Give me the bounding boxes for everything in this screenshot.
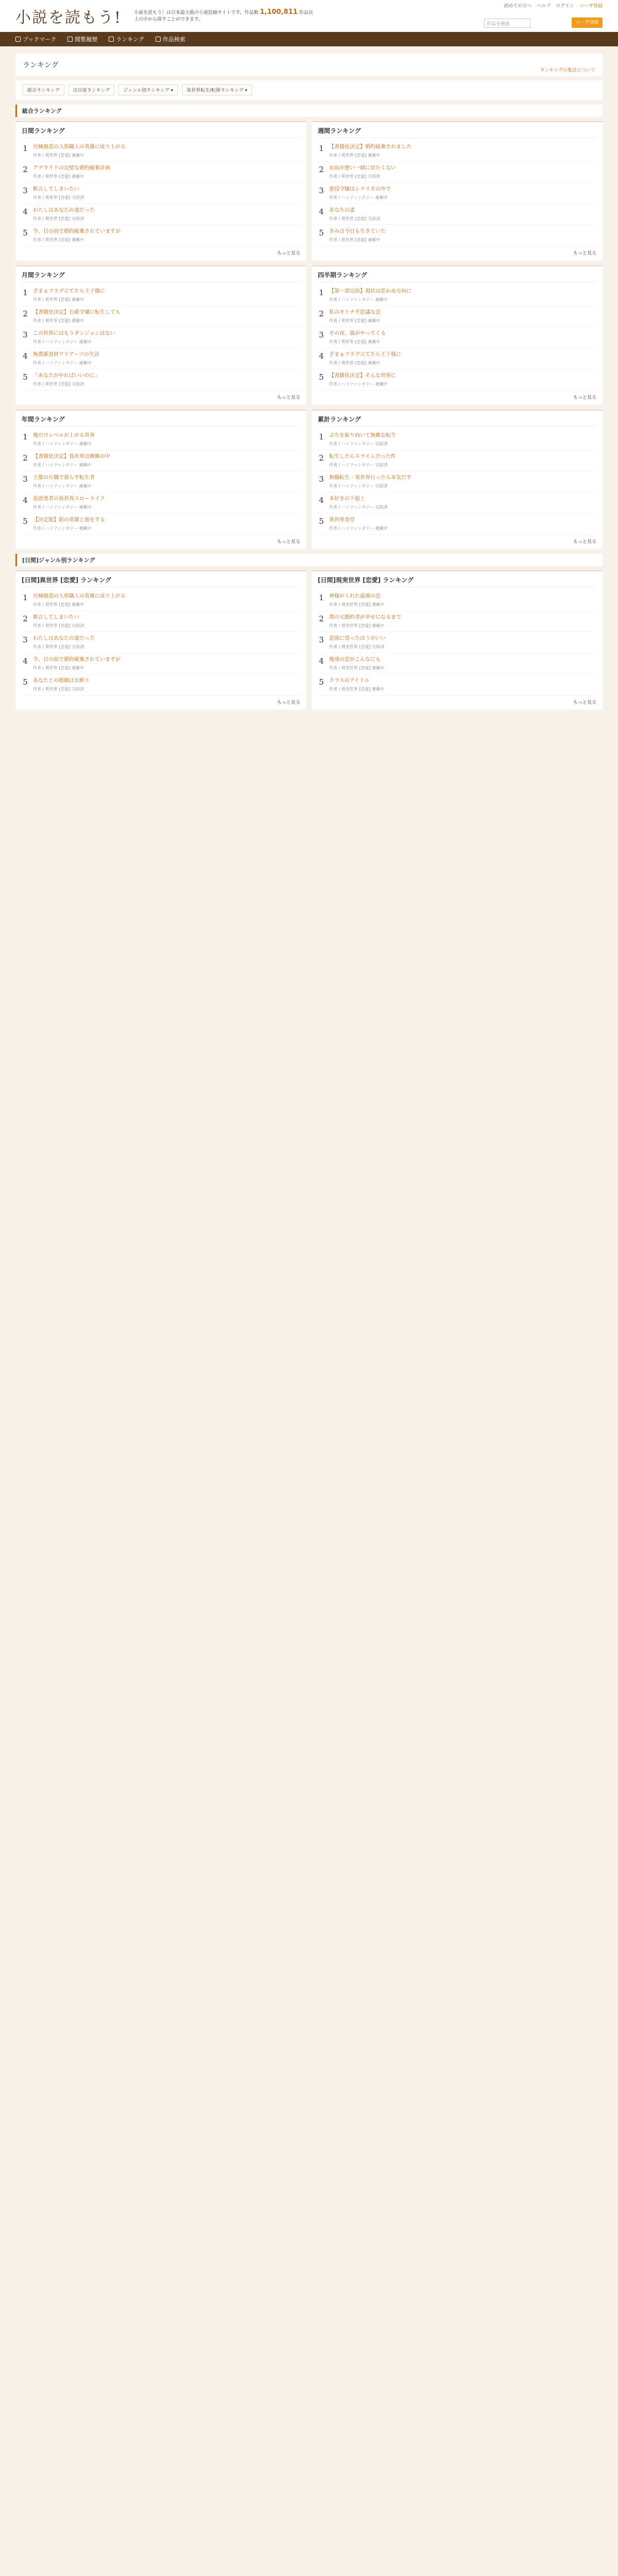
rank-number: 2 xyxy=(319,614,324,623)
desc-text: 小説を読もう！は日本最大級の小説投稿サイトです。作品数 xyxy=(134,10,259,15)
page-title: ランキング xyxy=(23,61,59,70)
ranking-item[interactable] xyxy=(318,471,596,493)
rank-number: 2 xyxy=(23,614,28,623)
ranking-item[interactable] xyxy=(318,204,596,225)
work-title-link[interactable]: 僕の元婚約者が幸せになるまで xyxy=(329,615,401,620)
work-meta: 作者 / 異世界 [恋愛] 完結済 xyxy=(329,216,381,221)
work-meta: 作者 / 異世界 [恋愛] 連載中 xyxy=(33,297,84,302)
history-icon xyxy=(67,37,73,42)
rank-number: 4 xyxy=(23,207,28,216)
work-meta: 作者 / 異世界 [恋愛] 完結済 xyxy=(33,382,84,386)
more-link[interactable]: もっと見る xyxy=(277,539,300,545)
rank-number: 3 xyxy=(319,635,324,645)
ranking-item[interactable] xyxy=(22,611,300,632)
work-title-link[interactable]: 【決定版】影の英雄と旅をする xyxy=(33,517,105,523)
top-link-register[interactable]: ユーザ登録 xyxy=(579,4,603,9)
rank-number: 3 xyxy=(23,474,28,484)
page-header xyxy=(15,54,603,76)
nav-label: ブックマーク xyxy=(23,36,57,43)
rank-number: 1 xyxy=(319,593,324,602)
ranking-item[interactable] xyxy=(22,590,300,611)
search-icon xyxy=(156,37,161,42)
ranking-item[interactable] xyxy=(318,450,596,471)
overall-ranking-grid xyxy=(15,121,603,549)
rank-number: 1 xyxy=(23,593,28,602)
work-title-link[interactable]: 断言してしまいたい xyxy=(33,615,79,620)
work-title-link[interactable]: 追放勇者の異世界スローライフ xyxy=(33,496,105,502)
work-title-link[interactable]: 【書籍化決定】そんな世界に xyxy=(329,373,396,379)
rank-number: 4 xyxy=(319,351,324,361)
work-meta: 作者 / 現実世界 [恋愛] 連載中 xyxy=(329,602,385,607)
ranking-item[interactable] xyxy=(22,285,300,306)
ranking-item[interactable] xyxy=(318,653,596,674)
ranking-item[interactable] xyxy=(22,204,300,225)
work-title-link[interactable]: 神様がくれた最後の恋 xyxy=(329,594,381,599)
ranking-item[interactable] xyxy=(318,183,596,204)
rank-number: 3 xyxy=(319,330,324,340)
rank-number: 3 xyxy=(23,186,28,195)
bookmark-icon xyxy=(15,37,21,42)
work-meta: 作者 / 現実世界 [恋愛] 完結済 xyxy=(329,645,385,649)
rank-number: 5 xyxy=(23,228,28,238)
work-title-link[interactable]: 今、目の前で婚約破棄されていますが xyxy=(33,657,121,663)
ranking-filters xyxy=(15,80,603,99)
work-title-link[interactable]: 俺達の恋がこんなにも xyxy=(329,657,381,663)
work-meta: 作者 / ハイファンタジー 完結済 xyxy=(329,442,388,446)
rank-number: 2 xyxy=(319,309,324,318)
ranking-card-title: 累計ランキング xyxy=(318,415,596,427)
rank-number: 4 xyxy=(319,207,324,216)
ranking-item[interactable] xyxy=(22,450,300,471)
work-title-link[interactable]: 本好きの下剋上 xyxy=(329,496,365,502)
ranking-card-title: 月間ランキング xyxy=(22,270,300,282)
work-meta: 作者 / ハイファンタジー 完結済 xyxy=(329,463,388,467)
rank-number: 3 xyxy=(319,186,324,195)
crown-icon xyxy=(109,37,114,42)
work-meta: 作者 / ハイファンタジー 連載中 xyxy=(329,526,388,531)
ranking-item[interactable] xyxy=(22,471,300,493)
ranking-card xyxy=(312,410,603,549)
work-title-link[interactable]: 無農薬食材アリアーツの生活 xyxy=(33,352,99,358)
top-header xyxy=(0,0,618,32)
ranking-item[interactable] xyxy=(22,162,300,183)
top-links xyxy=(504,2,603,9)
ranking-card xyxy=(15,570,306,709)
more-link[interactable]: もっと見る xyxy=(573,539,596,545)
rank-number: 5 xyxy=(319,228,324,238)
work-meta: 作者 / 異世界 [恋愛] 連載中 xyxy=(33,153,84,158)
rank-number: 1 xyxy=(23,432,28,442)
ranking-card-title: 四半期ランキング xyxy=(318,270,596,282)
work-meta: 作者 / 異世界 [恋愛] 連載中 xyxy=(33,238,84,242)
ranking-item[interactable] xyxy=(318,162,596,183)
work-title-link[interactable]: 悪役令嬢はシナリオの外で xyxy=(329,187,391,192)
ranking-item[interactable] xyxy=(22,429,300,450)
ranking-item[interactable] xyxy=(22,348,300,369)
about-ranking-link[interactable]: ランキングの集計について xyxy=(540,68,595,73)
work-title-link[interactable]: 究極創造の人形職人の英雄に成り上がる xyxy=(33,594,126,599)
main-nav xyxy=(0,32,618,46)
ranking-item[interactable] xyxy=(22,653,300,674)
rank-number: 2 xyxy=(23,165,28,174)
work-meta: 作者 / 異世界 [恋愛] 完結済 xyxy=(33,216,84,221)
ranking-item[interactable] xyxy=(22,141,300,162)
work-meta: 作者 / ハイファンタジー 連載中 xyxy=(33,361,92,365)
work-title-link[interactable]: あなたの妻 xyxy=(329,208,355,213)
work-title-link[interactable]: わたしはあなたの妻だった xyxy=(33,208,95,213)
work-meta: 作者 / 異世界 [恋愛] 連載中 xyxy=(329,153,381,158)
work-meta: 作者 / 現実世界 [恋愛] 連載中 xyxy=(329,666,385,670)
work-meta: 作者 / 現実世界 [恋愛] 連載中 xyxy=(329,623,385,628)
work-title-link[interactable]: あなたとの婚姻はお断り xyxy=(33,678,90,684)
work-title-link[interactable]: この世界にはもうダンジョンはない xyxy=(33,331,115,336)
work-title-link[interactable]: わたしはあなたの妻だった xyxy=(33,636,95,641)
ranking-item[interactable] xyxy=(318,285,596,306)
rank-number: 4 xyxy=(23,496,28,505)
work-title-link[interactable]: 私のオトナ不思議な恋 xyxy=(329,310,381,315)
nav-search[interactable] xyxy=(156,35,185,43)
work-meta: 作者 / 異世界 [恋愛] 完結済 xyxy=(33,687,84,691)
more-link[interactable]: もっと見る xyxy=(277,251,300,256)
work-title-link[interactable]: 俺だけレベルが上がる世界 xyxy=(33,433,95,438)
ranking-item[interactable] xyxy=(318,493,596,514)
register-button[interactable]: ユーザ登録 xyxy=(572,18,603,28)
work-title-link[interactable]: 王都の片隅で暮らす転生者 xyxy=(33,475,95,481)
ranking-item[interactable] xyxy=(318,327,596,348)
ranking-item[interactable] xyxy=(22,327,300,348)
ranking-item[interactable] xyxy=(318,514,596,535)
work-title-link[interactable]: 転生したらスライムだった件 xyxy=(329,454,396,460)
rank-number: 4 xyxy=(23,351,28,361)
ranking-card xyxy=(15,265,306,404)
more-link[interactable]: もっと見る xyxy=(277,395,300,400)
ranking-card xyxy=(15,121,306,260)
ranking-card xyxy=(312,265,603,404)
nav-label: 閲覧履歴 xyxy=(75,36,98,43)
ranking-item[interactable] xyxy=(22,632,300,653)
site-logo[interactable]: 小説を読もう! xyxy=(15,9,122,27)
genre-ranking-grid xyxy=(15,570,603,709)
ranking-item[interactable] xyxy=(22,183,300,204)
rank-number: 5 xyxy=(319,517,324,526)
ranking-item[interactable] xyxy=(22,493,300,514)
work-meta: 作者 / 異世界 [恋愛] 連載中 xyxy=(329,238,381,242)
rank-number: 5 xyxy=(23,372,28,382)
site-description xyxy=(134,9,314,23)
rank-number: 4 xyxy=(23,656,28,666)
top-link-help[interactable]: ヘルプ xyxy=(537,4,551,9)
ranking-card xyxy=(312,121,603,260)
work-title-link[interactable]: クラスのアイドル xyxy=(329,678,370,684)
filter-genre[interactable]: ジャンル別ランキング ▾ xyxy=(118,84,178,95)
ranking-card-title: [日間]現実世界 [恋愛] ランキング xyxy=(318,575,596,587)
work-meta: 作者 / ハイファンタジー 連載中 xyxy=(329,297,388,302)
rank-number: 1 xyxy=(23,288,28,297)
section-genre: [日間]ジャンル別ランキング xyxy=(15,554,603,566)
top-link-beginners[interactable]: 初めての方へ xyxy=(504,4,532,9)
more-link[interactable]: もっと見る xyxy=(277,700,300,705)
rank-number: 2 xyxy=(23,309,28,318)
ranking-card-title: 週間ランキング xyxy=(318,126,596,138)
nav-label: ランキング xyxy=(116,36,144,43)
ranking-item[interactable] xyxy=(318,141,596,162)
ranking-item[interactable] xyxy=(318,674,596,696)
work-meta: 作者 / 異世界 [恋愛] 連載中 xyxy=(33,318,84,323)
top-link-login[interactable]: ログイン xyxy=(556,4,574,9)
desc-text-2: 作品以上の中から探すことができます。 xyxy=(134,10,313,22)
rank-number: 3 xyxy=(319,474,324,484)
work-title-link[interactable]: アデライドの完璧な婚約破棄計画 xyxy=(33,165,110,171)
ranking-item[interactable] xyxy=(318,611,596,632)
rank-number: 2 xyxy=(319,453,324,463)
ranking-card-title: [日間]異世界 [恋愛] ランキング xyxy=(22,575,300,587)
work-meta: 作者 / 異世界 [恋愛] 完結済 xyxy=(329,174,381,179)
work-title-link[interactable]: その夜、猫がやってくる xyxy=(329,331,386,336)
more-link[interactable]: もっと見る xyxy=(573,395,596,400)
rank-number: 5 xyxy=(23,677,28,687)
work-title-link[interactable]: お前が悪い一緒に居たくない xyxy=(329,165,396,171)
rank-number: 5 xyxy=(319,372,324,382)
work-meta: 作者 / ハイファンタジー 完結済 xyxy=(329,505,388,510)
work-title-link[interactable]: ざまぁフラグ立てたら王子様に xyxy=(33,289,105,294)
ranking-card-title: 日間ランキング xyxy=(22,126,300,138)
rank-number: 2 xyxy=(23,453,28,463)
work-title-link[interactable]: ざまぁフラグ立てたら王子様に xyxy=(329,352,401,358)
work-meta: 作者 / 異世界 [恋愛] 連載中 xyxy=(329,361,381,365)
work-title-link[interactable]: 【第一部完結】現状は思わぬ方向に xyxy=(329,289,411,294)
ranking-card xyxy=(312,570,603,709)
ranking-item[interactable] xyxy=(22,306,300,327)
work-meta: 作者 / 異世界 [恋愛] 連載中 xyxy=(329,318,381,323)
ranking-item[interactable] xyxy=(318,590,596,611)
work-meta: 作者 / ハイファンタジー 連載中 xyxy=(329,382,388,386)
rank-number: 1 xyxy=(319,288,324,297)
work-title-link[interactable]: きみは今日も生きていた xyxy=(329,229,386,234)
ranking-item[interactable] xyxy=(318,306,596,327)
ranking-item[interactable] xyxy=(22,514,300,535)
work-meta: 作者 / 異世界 [恋愛] 連載中 xyxy=(33,602,84,607)
work-meta: 作者 / ハイファンタジー 連載中 xyxy=(33,340,92,344)
rank-number: 3 xyxy=(23,635,28,645)
work-title-link[interactable]: 【書籍化決定】公爵令嬢に転生しても xyxy=(33,310,121,315)
ranking-card xyxy=(15,410,306,549)
ranking-item[interactable] xyxy=(318,348,596,369)
work-title-link[interactable]: 異世界食堂 xyxy=(329,517,355,523)
work-meta: 作者 / ハイファンタジー 連載中 xyxy=(33,463,92,467)
work-meta: 作者 / 異世界 [恋愛] 連載中 xyxy=(33,174,84,179)
work-meta: 作者 / ハイファンタジー 連載中 xyxy=(329,195,388,200)
work-title-link[interactable]: 究極創造の人形職人の英雄に成り上がる xyxy=(33,144,126,150)
ranking-item[interactable] xyxy=(22,674,300,696)
more-link[interactable]: もっと見る xyxy=(573,700,596,705)
ranking-item[interactable] xyxy=(22,225,300,246)
search-input[interactable]: 作品を検索 xyxy=(484,19,530,28)
work-title-link[interactable]: 【書籍化決定】婚約破棄されました xyxy=(329,144,411,150)
work-count: 1,100,811 xyxy=(260,8,298,16)
work-meta: 作者 / ハイファンタジー 連載中 xyxy=(33,505,92,510)
nav-label: 作品検索 xyxy=(162,36,185,43)
nav-bookmark[interactable] xyxy=(15,35,56,43)
nav-history[interactable] xyxy=(67,35,97,43)
filter-overall[interactable]: 総合ランキング xyxy=(23,84,64,95)
rank-number: 4 xyxy=(319,656,324,666)
work-meta: 作者 / 異世界 [恋愛] 完結済 xyxy=(33,195,84,200)
work-meta: 作者 / ハイファンタジー 連載中 xyxy=(33,526,92,531)
work-meta: 作者 / ハイファンタジー 連載中 xyxy=(33,484,92,488)
work-title-link[interactable]: 今、目の前で婚約破棄されていますが xyxy=(33,229,121,234)
ranking-card-title: 年間ランキング xyxy=(22,415,300,427)
filter-attention[interactable]: 注目度ランキング xyxy=(68,84,115,95)
work-meta: 作者 / 異世界 [恋愛] 完結済 xyxy=(33,645,84,649)
work-title-link[interactable]: ぷちを振り向いて無敵な転生 xyxy=(329,433,396,438)
work-meta: 作者 / 現実世界 [恋愛] 連載中 xyxy=(329,687,385,691)
more-link[interactable]: もっと見る xyxy=(573,251,596,256)
work-meta: 作者 / 異世界 [恋愛] 完結済 xyxy=(33,623,84,628)
rank-number: 4 xyxy=(319,496,324,505)
work-title-link[interactable]: 無職転生 - 異世界行ったら本気だす xyxy=(329,475,411,481)
work-meta: 作者 / ハイファンタジー 完結済 xyxy=(329,484,388,488)
ranking-item[interactable] xyxy=(318,429,596,450)
rank-number: 1 xyxy=(23,144,28,153)
work-title-link[interactable]: 断言してしまいたい xyxy=(33,187,79,192)
rank-number: 5 xyxy=(319,677,324,687)
nav-ranking[interactable] xyxy=(109,35,144,43)
rank-number: 1 xyxy=(319,432,324,442)
work-title-link[interactable]: 追放に寄ったほうがいい xyxy=(329,636,386,641)
work-meta: 作者 / 異世界 [恋愛] 連載中 xyxy=(33,666,84,670)
filter-isekai[interactable]: 異世界転生/転移ランキング ▾ xyxy=(182,84,252,95)
ranking-item[interactable] xyxy=(318,369,596,391)
work-title-link[interactable]: 「あなたがやればいいのに」 xyxy=(33,373,100,379)
ranking-item[interactable] xyxy=(318,632,596,653)
ranking-item[interactable] xyxy=(318,225,596,246)
rank-number: 1 xyxy=(319,144,324,153)
rank-number: 3 xyxy=(23,330,28,340)
ranking-item[interactable] xyxy=(22,369,300,391)
rank-number: 2 xyxy=(319,165,324,174)
work-title-link[interactable]: 【書籍化決定】異世界は蜘蛛の中 xyxy=(33,454,110,460)
section-overall: 総合ランキング xyxy=(15,105,603,117)
rank-number: 5 xyxy=(23,517,28,526)
work-meta: 作者 / 異世界 [恋愛] 連載中 xyxy=(329,340,381,344)
work-meta: 作者 / ハイファンタジー 連載中 xyxy=(33,442,92,446)
